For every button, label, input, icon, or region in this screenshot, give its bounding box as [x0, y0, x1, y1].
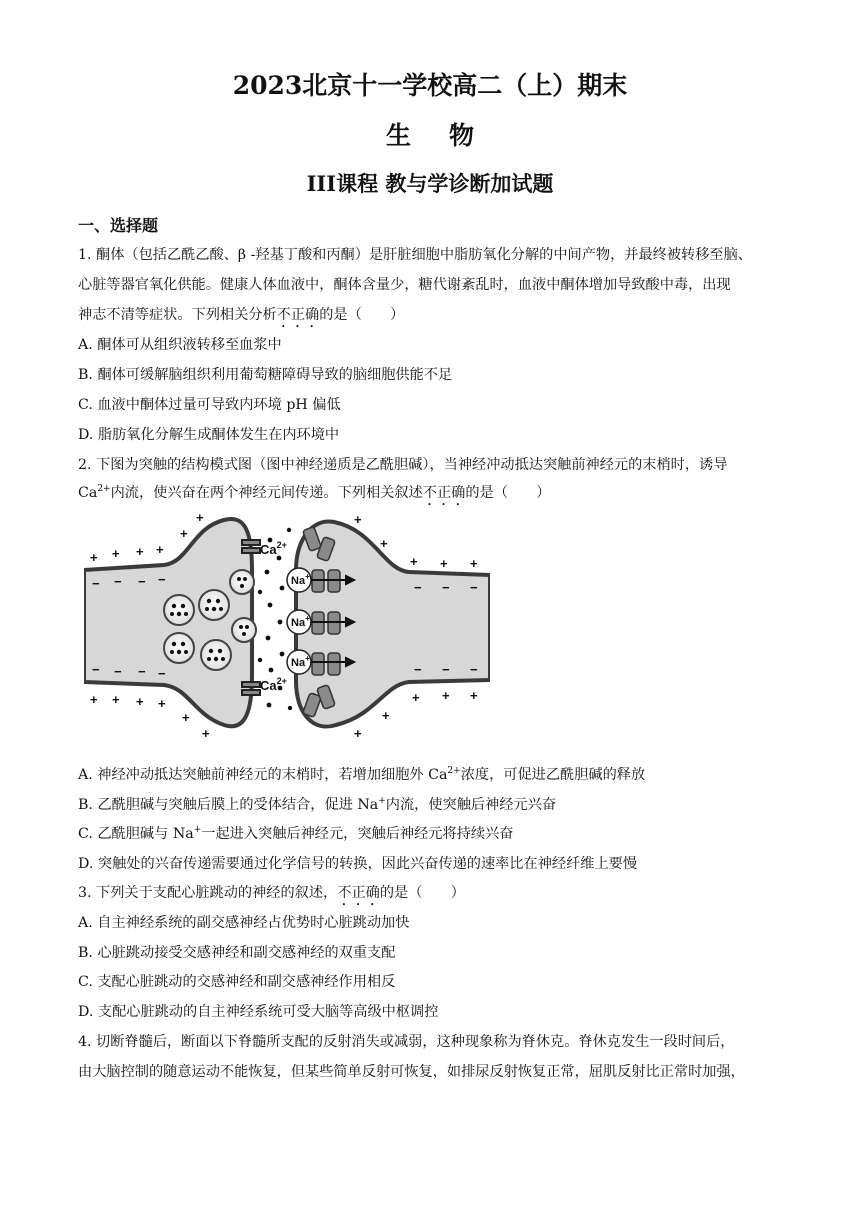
svg-text:+: + — [382, 708, 390, 723]
svg-text:Na+: Na+ — [291, 654, 310, 669]
svg-text:+: + — [354, 726, 362, 741]
emphasis-not-correct: 不正确 — [337, 885, 380, 901]
q2-option-d: D. 突触处的兴奋传递需要通过化学信号的转换，因此兴奋传递的速率比在神经纤维上要慢 — [78, 856, 638, 872]
q3-stem: 3. 下列关于支配心脏跳动的神经的叙述，不正确的是（ ） — [78, 885, 465, 901]
q1-option-a: A. 酮体可从组织液转移至血浆中 — [78, 337, 282, 353]
emphasis-not-correct: 不正确 — [422, 485, 466, 501]
svg-text:Na+: Na+ — [291, 572, 310, 587]
q1-option-c: C. 血液中酮体过量可导致内环境 pH 偏低 — [78, 397, 341, 413]
synapse-diagram — [84, 510, 490, 745]
svg-text:−: − — [114, 664, 122, 679]
svg-text:+: + — [442, 688, 450, 703]
svg-text:+: + — [90, 692, 98, 707]
exam-title: 2023北京十一学校高二（上）期末 — [232, 71, 628, 100]
q3-option-a: A. 自主神经系统的副交感神经占优势时心脏跳动加快 — [78, 915, 410, 931]
svg-text:−: − — [138, 664, 146, 679]
svg-text:+: + — [470, 688, 478, 703]
presynaptic-terminal — [84, 519, 252, 726]
q1-option-d: D. 脂肪氧化分解生成酮体发生在内环境中 — [78, 427, 340, 443]
ca-label-bottom: $Ca^{2+}$ — [260, 676, 287, 693]
svg-text:−: − — [138, 574, 146, 589]
svg-text:+: + — [410, 554, 418, 569]
q1-stem-line1: 1. 酮体（包括乙酰乙酸、β -羟基丁酸和丙酮）是肝脏细胞中脂肪氧化分解的中间产物，并最终被转移至脑、 — [78, 247, 752, 263]
svg-text:−: − — [114, 574, 122, 589]
svg-text:−: − — [442, 580, 450, 595]
q2-stem-line1: 2. 下图为突触的结构模式图（图中神经递质是乙酰胆碱），当神经冲动抵达突触前神经元的末梢时，诱导 — [78, 457, 728, 473]
q4-stem-line2: 由大脑控制的随意运动不能恢复，但某些简单反射可恢复，如排尿反射恢复正常，屈肌反射比正常时加强， — [78, 1064, 745, 1080]
svg-text:−: − — [158, 666, 166, 681]
q1-stem-line2: 心脏等器官氧化供能。健康人体血液中，酮体含量少，糖代谢紊乱时，血液中酮体增加导致酸中毒，出现 — [78, 277, 731, 293]
svg-text:+: + — [182, 710, 190, 725]
ca-label-top: $Ca^{2+}$ — [260, 540, 287, 557]
exam-subtitle: III课程 教与学诊断加试题 — [306, 171, 554, 196]
q3-option-b: B. 心脏跳动接受交感神经和副交感神经的双重支配 — [78, 945, 396, 961]
svg-text:+: + — [180, 526, 188, 541]
svg-text:+: + — [470, 556, 478, 571]
section-heading: 一、选择题 — [78, 216, 159, 235]
svg-text:−: − — [158, 572, 166, 587]
q3-option-c: C. 支配心脏跳动的交感神经和副交感神经作用相反 — [78, 974, 396, 990]
subject-title: 生物 — [385, 121, 512, 150]
q2-option-b: B. 乙酰胆碱与突触后膜上的受体结合，促进 Na+内流，使突触后神经元兴奋 — [78, 796, 557, 813]
q3-option-d: D. 支配心脏跳动的自主神经系统可受大脑等高级中枢调控 — [78, 1004, 439, 1020]
svg-text:−: − — [470, 662, 478, 677]
svg-text:+: + — [380, 536, 388, 551]
svg-text:+: + — [202, 726, 210, 741]
q2-option-a: A. 神经冲动抵达突触前神经元的末梢时，若增加细胞外 $Ca^{2+}$浓度，可促进乙酰胆碱的释放 — [78, 766, 646, 783]
svg-text:+: + — [156, 542, 164, 557]
svg-text:+: + — [412, 690, 420, 705]
svg-text:+: + — [90, 550, 98, 565]
svg-text:+: + — [136, 694, 144, 709]
q2-stem-line2: $Ca^{2+}$内流，使兴奋在两个神经元间传递。下列相关叙述不正确的是（ ） — [78, 484, 551, 501]
svg-text:Na+: Na+ — [291, 614, 310, 629]
svg-text:+: + — [136, 544, 144, 559]
svg-text:−: − — [414, 580, 422, 595]
svg-text:+: + — [440, 556, 448, 571]
svg-text:−: − — [470, 580, 478, 595]
svg-text:+: + — [196, 510, 204, 525]
svg-text:−: − — [442, 662, 450, 677]
svg-text:+: + — [112, 692, 120, 707]
q1-stem-line3: 神志不清等症状。下列相关分析不正确的是（ ） — [78, 307, 405, 323]
svg-text:+: + — [158, 696, 166, 711]
svg-text:−: − — [414, 662, 422, 677]
svg-text:+: + — [112, 546, 120, 561]
q2-option-c: C. 乙酰胆碱与 Na+一起进入突触后神经元，突触后神经元将持续兴奋 — [78, 825, 514, 842]
svg-text:−: − — [92, 662, 100, 677]
q1-option-b: B. 酮体可缓解脑组织利用葡萄糖障碍导致的脑细胞供能不足 — [78, 367, 453, 383]
emphasis-not-correct: 不正确 — [276, 307, 320, 323]
q4-stem-line1: 4. 切断脊髓后，断面以下脊髓所支配的反射消失或减弱，这种现象称为脊休克。脊休克发生一段时间后， — [78, 1034, 735, 1050]
svg-text:−: − — [92, 576, 100, 591]
svg-text:+: + — [354, 512, 362, 527]
